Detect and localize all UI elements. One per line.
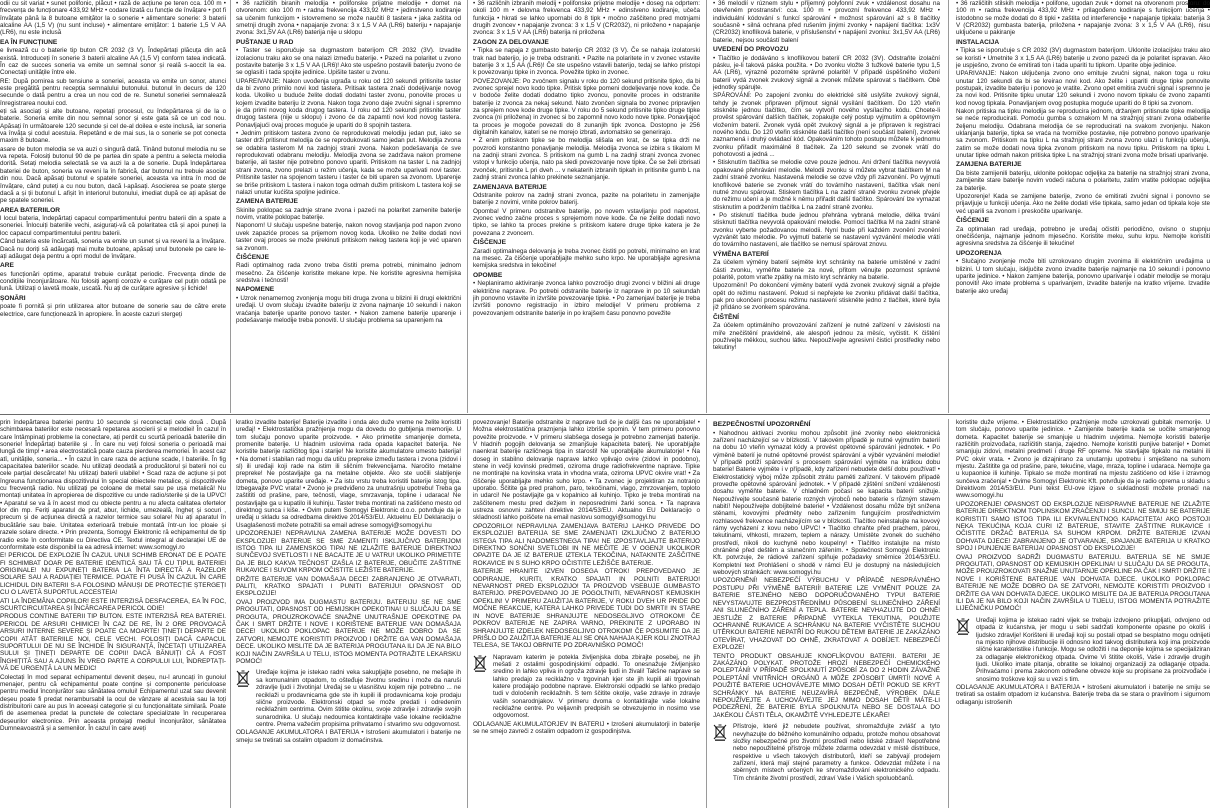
column-divider [706, 0, 707, 413]
recycling-text: Uređaji kojima je istekao radni vijek se trebaju izdvojeno prikupljati, odvojeno od otpada iz kućanstva, jer mogu u sebi sadržati komponente opasne po okoliš i ljudsko zdravlje! Korišteni ili uređaji koji su postali otpad se besplatno mogu odnijeti na mjesto njihove distribucije ili odnosno kod takvog distributera koji ima proizvode slične karakteristike i funkcije. Mogu se odložiti i na deponije kojima se specijaliziran za odlaganje elektroničkog otpada. Ovime Vi štitite okoliš, Vaše i zdravlje drugih ljudi. Ukoliko imate pitanja, obratite se lokalnoj organizaciji za odlaganje otpada. Prihvaćamo i prema zakonom određene obveze koje su propisane za proizvođače i snosimo troškove koji su u vezi s tim. [976, 616, 1210, 683]
section-heading: ZAMENA BATERIJE [236, 198, 298, 206]
paragraph: UPAREIVANJE: Nakon uvođenja ugrađa u roku od 120 sekundi pritisnite taster da bi zvono primilo novi kod tastera. Pritisak tastera znači dodeljivanje novog koda. Ukoliko u buduće želite dodati dodatni taster zvonu, ponovite proces u kojem izvadite bateriju iz zvona. Nakon toga zvono daje zvučni signal i spremno je da primi novog koda drugog tastera. U roku od 120 sekundi pritisnite taster drugog tastera (nije u sklopu) i zvono će da zapamti novi kod novog tastera. Ponavljajući ovaj proces moguće je upariti do 8 spojnih tastera. [236, 77, 461, 129]
warning-paragraph: DRŽITE BATERIJE VAN DOMAŠAJA DECE! ZABRANJENO JE OTVARATI, PALITI, KRATKO SPAJATI I PUNITI BATERIJU! OPASNOST OD EKSPLOZIJE! [236, 575, 461, 598]
paragraph: RE: După pornirea sub tensiune a soneriei, aceasta va emite un sonor, atunci este pregătită pentru recepția semnalului butonului. butonul în decurs de 120 secunde o dată pentru a crea un nou cod de re. Sunetul soneriei semnalează înregistrarea noului cod. [0, 77, 226, 107]
section-heading: ČIŠTĚNÍ [713, 313, 740, 321]
column-serbian-top [236, 0, 461, 413]
section-heading: INSTALACIJA [956, 38, 1000, 46]
column-serbian-bottom [236, 419, 461, 808]
warning-paragraph: OVAJ PROIZVOD IMA DUGMASTU BATERIJU. BATERIJU SE NE SME PROGUTATI, OPASNOST OD HEMIJSKIH OPEKOTINA! U SLUČAJU DA SE PROGUTA, PROUZROKOVAĆE SNAŽNE UNUTRAŠNJE OPEKOTINE PA ČAK I SMRT DRŽITE I NOVE I KORIŠTENE BATERIJE VAN DOMAŠAJA DECE! UKOLIKO POKLOPAC BATERIJE NE MOŽE DOBRO DA SE ZATVORI, NEMOJTE KORISTITI PROIZVOD I DRŽITE GA VAN DOMAŠAJA DECE. UKOLIKO MISLITE DA JE BATERIJA PROGUTANA ILI DA JE NA BILO KOJI NAČIN ZAVRŠILA U TELU, ISTOG MOMENTA POTRAŽITE LEKARSKU POMOĆ! [236, 598, 461, 666]
paragraph: • 36 različitih biranih melodija • polifonske prijatne melodije • domet na otvorenom: oko 100 m • radna frekvencija 433,92 MHz • jedinstveno kodiranje sa učenim funkcijom • istovremeno se može naučiti 8 tastera • jaka zaštita od smetnji drugih zvona • napajanje zvona: 3 x 1,5 V AA (LR6) bateriju • napajanje zvona: 3x1,5V AA (LR6) baterija nije u sklopu [236, 0, 461, 37]
paragraph: eți să asociați și alte butoane, repetați procesul, cu îndepărtarea și de la o baterie. Soneria emite din nou semnal sonor și este gata să ce un cod nou. Apăsați în următoarele 120 secunde și cel de-al doilea e este inclusă, iar soneria va învăța și codul acestuia. Repetând e de mai sus, la o sonerie se pot conecta maxim 8 butoane. [0, 108, 226, 145]
column-croatian-top [956, 0, 1210, 413]
bin-icon-wrap [236, 669, 250, 687]
column-czech-top [713, 0, 940, 413]
paragraph: UPARIVANJE: Nakon uključenja zvono ono emituje zvučni signal, nakon toga u roku unutar 120 sekundi da bi se kreirao novi kod. Ako želite i upariti druge tipke ponovite postupak, izvadite bateriju i ponovo je vratite. Zvono opet emitira zvučni signal i spremno je za novi kod. Pritisnite tipku unutar 120 sekundi i zvono novom tipkalu će zvono zapamti kod novog tipkala. Ponavljanjem ovog postupka moguće upariti do 8 tipki sa zvonom. [956, 70, 1210, 107]
column-slovenian-top [473, 0, 700, 413]
paragraph: • 36 različitih stilskih melodija • polifone, ugodan zvuk • domet na otvorenom prostoru: do 100 m • radna frekvencija 433,92 MHz • prilagođeno kodiranje s funkcijom učenja • istodobno se može dodati do 8 tipki • zaštita od interferencije • napajanje tipkala: baterija 3 V (CR2032) gumbasta baterija, priložena • napajanje zvona: 3 x 1,5 V AA (LR6), nisu uključene u pakiranje [956, 0, 1210, 37]
paragraph: • Taster se isporučuje sa dugmastom baterijom CR 2032 (3V). Izvadite izolacionu traku ako se ona nalazi između baterije. • Pazeći na polaritet u zvono postavite baterije 3 x 1,5 V AA (LR6)! Ako ste uspešno postavili bateriju zvono će se oglasiti i tada spojite jedinice. Upišite taster u zvonu. [236, 47, 461, 77]
manual-bottom-band [0, 419, 1210, 808]
paragraph: odii cu sit variat • sunet polifonic, plăcut • rază de acțiune pe teren cca. 100 m • frecvența de funcționare 433,92 MHz • codare lizată cu funcție de învățare • pot fi învățate până la 8 butoane emițător la o sonerie • alimentare sonerie: 3 baterii alcaline AA (1,5 V) (nu sunt incluse) • alimentare emițător: 1 baterie 1,5 V AA (LR6), nu este inclusă [0, 0, 226, 37]
warning-paragraph: UPOZORENJE! NEPRAVILNA ZAMENA BATERIJE MOŽE DOVESTI DO EKSPLOZIJE! BATERIJE SE SME ZAMENITI ISKLJUČIVO BATERIJOM ISTOG TIPA ILI ZAMENSKOG TIPA! NE IZLAŽITE BATERIJE DIREKTNOJ SUNČEVOJ SVETLOSTI I NE BACAJTE JE U VATRU! UKOLIKO PRIMETITE DA JE BILO KAKVA TEČNOST IZAŠLA IZ BATERIJE, OBUČITE ZAŠTITNE RUKAVICE I SUVOM KRPOM OČISTITE LEŽIŠTE BATERIJE. [236, 530, 461, 575]
paragraph: koristite duže vrijeme. • Elektrostatičko pražnjenje može uzrokovati gubitak memorije. U tom slučaju, ponovo uparite jedinice. • Zamijenite baterije kada se uočite smanjenog dometa. Kapacitet baterije se smanjuje u hladnim uvjetima. Nemojte koristiti baterije različitih proizvođača, različitih stanja, zajedno. Nemojte koristiti punjive baterije! • Domet smanjuju zidovi, metalni predmeti i druge RF opreme. Ne stavljajte tipkalo na metalni ili PVC okvir vrata. • Zvono je dizajnirano za unutarnju upotrebu i smješteno na suhom mjestu. Zaštitite ga od prašine, pare, tekućine, vlage, mraza, topline i udaraca. Nemojte ga u kupaonice ili kuhinje. Tipkalo se može montirati na mjestu zaštićeno od kiše i izravnog sunčeva zračenja! • Ovime Somogyi Elektronic Kft. potvrđuje da je radio oprema u skladu s Direktivom 2014/53/EU. Puni tekst EU-ove izjave o sukladnosti možete pronaći na www.somogyi.hu [956, 419, 1210, 500]
warning-paragraph: TENTO PRODUKT OBSAHUJE KNOFLÍKOVOU BATERII. BATERII JE ZAKÁZÁNO POLYKAT. PROTOŽE HROZÍ NEBEZPEČÍ CHEMICKÉHO POLEPTÁNÍ! V PŘÍPADĚ SPOLKNUTÍ ZPŮSOBÍ ZA DO 2 HODIN ZÁVAŽNÉ POLEPTÁNÍ VNITŘNÍCH ORGÁNŮ A MŮŽE ZPŮSOBIT ÚMRTÍ! NOVÉ A POUŽITÉ BATERIE UCHOVÁVEJTE MIMO DOSAH DĚTÍ! POKUD SE KRYT SCHRÁNKY NA BATERIE NEUZAVÍRÁ BEZPEČNĚ, VÝROBEK DÁLE NEPOUŽÍVEJTE A UCHOVÁVEJTE JEJ MIMO DOSAH DĚTÍ! MÁTE-LI PODEZŘENÍ, ŽE BATERIE BYLA SPOLKNUTA NEBO SE DOSTALA DO JAKÉKOLI ČÁSTI TĚLA, OKAMŽITĚ VYHLEDEJTE LÉKAŘE! [713, 652, 940, 719]
paragraph: • Nahodnou aktivaci zvonku mohou způsobit jiné zvonky nebo elektronická zařízení nacházející se v blízkosti. V takovém případě je nutné vyjmutím baterií na dobu 10 vteřin vymazat kódy a provést opětovné spárování jednotek. • Po výměně baterií je nutné opětovné provést spárování a výběr vyzvánění melodie! V případě potíží spárování s procesem spárování vyjměte na krátkou dobu baterie! Baterie vyjměte i v případě, kdy zařízení nebudete delší dobu používat! • Elektrostatický výboj může způsobit ztrátu paměti zařízení. V takovém případě proveďte opětovné spárování jednotek. • V případě zjištění snížení vzdálenosti dosahu vyměňte baterie. V chladném počasí se kapacita baterií snižuje. Nepoužívejte současně baterie rozných výrobců nebo baterie s různým stavem nabití! Nepoužívejte dobíjitelné baterie! • Vzdálenost dosahu může být snížena stěnami, kovovými předměty nebo zařízením fungujícím prostřednictvím rozhlasové frekvence nacházejícím se v blízkosti. Tlačítko neinstalujte na kovový rámy vycházení z kovu nebo UPVC! • Tlačítko chraňte před prachem, párou, tekutinami, vlhkostí, mrazem, teplem a nárazy. Umístěte zvonek do suchého prostředí, nikoli do kuchyně nebo koupelny! • Tlačítko instalujte na místo chráněné před deštěm a slunečním zářením. • Společnost Somogyi Elektronic Kft. potvrzuje, že rádiové zařízení splňuje požadavky směrnice 2014/53/EU. Kompletní text Prohlášení o shodě v rámci EU je dostupný na následujících webových stránkách: www.somogyi.hu [713, 429, 940, 577]
paragraph: Upozorenje! Kada se zamijene baterije, zvono će emitirati zvučni signal i ponovno se prijavljuje u funkciji učenja. Ako ne želite dodati više tipkala, samo jedan od tipkala koje ste već uparili sa zvonom i preskočite uparivanje. [956, 193, 1210, 215]
column-divider [467, 419, 468, 808]
paragraph: Skinite poklopac sa zadnje strane zvona i pazeći na polaritet zamenite baterije novim, vratite poklopac baterije. [236, 206, 461, 222]
crossed-bin-icon [713, 723, 727, 741]
paragraph: e livrează cu o baterie tip buton CR 2032 (3 V). Îndepărtați plăcuța din acă există. Introduceți în sonerie 3 baterii alcaline AA (1,5 V) conform tatea indicată. În caz de succes soneria va emite un semnal sonor și reală s-aoccit la ea. Conectați unitățile între ele. [0, 47, 226, 77]
recycling-notice [956, 617, 1210, 684]
bin-icon-wrap [956, 617, 970, 635]
warning-paragraph: PRODUS CONTINE BATERII TIP BUTON. ESTE INTERZISĂ REA BATERIEI. PERICOL DE ARSURI CHIMICE! ÎN CAZ DE RE, ÎN 2 ORE PROVOACĂ ARSURI INTERNE SEVERE ȘI POATE CA MOARTE! ȚINEȚI DEPARTE DE COPII ATÂT BATERIILE NOI, CELE VECHI. FOLOSIȚI DACĂ CAPACUL SUPORTULUI DE NU SE ÎNCHIDE ÎN SIGURANȚĂ, ÎNCETAȚI UTILIZAREA SULUI ȘI ȚINEȚI DEPARTE DE COPII! DACĂ BĂNUIȚI CĂ A FOST ÎNGHIȚITĂ SAU A AJUNS ÎN VREO PARTE A CORPULUI LUI, ÎNDREPTAȚI-VĂ DE URGENȚĂ LA UN MEDIC! [0, 613, 226, 673]
bin-icon-wrap [713, 723, 727, 741]
section-heading: VÝMĚNA BATERIÍ [713, 250, 769, 258]
section-heading: ČIŠČENJE [473, 239, 506, 247]
paragraph: ODLAGANJE AKUMULATORA I BATERIJA • Istrošeni akumulatori i baterije ne smeju se tretirati sa ostalim otpadom iz domaćinstva. [236, 729, 461, 744]
paragraph: • Neplaniramo aktiviranje zvonca lahko povzročijo drugi zvonci v bližini ali druge električne naprave. Po potrebi odstranite baterije iz naprave in po 10 sekundah jih ponovno vstavite in izvršite povezovanje tipke. • Po zamenjavi baterije je treba izvršiti ponovno registracijo in izbiro melodije! V primeru problema z povezovanjem odstranite baterije in po krajšem času ponovno povežite [473, 280, 700, 317]
recycling-text: Uređaje kojima je istekao radni veka sakupljajte posebno, ne mešajte ih sa komunalnim otpadom, to ošteđuje životnu sredinu i može da naruši zdravlje ljudi i životinja! Uređaj se u vlasništvu kojem nije potrebno ... ne reciklaži u prodavnicama gde ste ih kupili ili prodavnicama koje prodaju slične proizvode. Elektronski otpad se može predati i odredenim reciklažnim centrima. Ovim štitite okolinu, svoje zdravlje i zdravlje svojih sunarodnika. U slučaju nedoumica kontaktirajte vaše lokalne reciklažne centre. Prema važećim propisima prihvatamo i stvarimo svu odgovornost. [256, 669, 461, 728]
warning-paragraph: UPOZORENJE! OPASNOST OD EKSPLOZIJE NEISPRAVNE BATERIJE NE IZLAŽITE BATERIJE DIREKTNOM TOPLINSKOM ZRAČENJU I SUNCU. NE SMIJU SE BATERIJE KORISTITI SAMO ISTOG TIPA ILI EKVIVALENTNOG KAPACITETA! AKO POSTOJI NEKA TEKUĆINA KOJA CURI IZ BATERIJE, STAVITE ZAŠTITNE RUKAVICE I OČISTITE DRŽAČ BATERIJA SA SUHOM KRPOM. DRŽITE BATERIJE IZVAN DOHVATA DJECE! ZABRANJENO JE OTVARANJE, SPAJANJE BATERIJA U KRATKO SPOJ I PUNJENJE BATERIJA! OPASNOST OD EKSPLOZIJE! [956, 500, 1210, 553]
paragraph: Za účelem optimálního provozování zařízení je nutné zařízení v závislosti na míře znečištění pravidelně, ale alespoň jednou za měsíc, vyčistit. K čištění používejte měkkou, suchou látku. Nepoužívejte agresivní čisticí prostředky nebo tekutiny! [713, 322, 940, 352]
paragraph: ODLAGANJE AKUMULATORJEV IN BATERIJ • Izrošeni akumulatorji in baterije se ne smejo zavreči z ostalim odpadom iz gospodinjstva. [473, 720, 700, 736]
section-heading: UPOZORENJA [956, 249, 1002, 257]
column-romanian-bottom [0, 419, 226, 808]
paragraph: Când bateria este încărcată, soneria va emite un sunet și va reveni la a învățare. Dacă nu doriți să adăugați mai multe butoane, apăsați unul butonele pe care le-ați adăugat deja pentru a opri modul de învățare. [0, 238, 226, 260]
section-heading: ARE [0, 262, 14, 270]
warning-paragraph: ATI LA ÎNDEMÂNA COPIILOR! ESTE INTERZISĂ DESFACEREA, EA ÎN FOC, SCURTCIRCUITAREA ȘI ÎNCĂRCAREA PERICOL ODIE! [0, 597, 226, 613]
paragraph: • Uzrok nenamernog zvonjenja mogu biti druga zvona u blizini ili drugi električni uređaji. U ovom slučaju izvadite bateriju iz zvona najmanje 10 sekundi i nakon vraćanja baterije uparite ponovo taster. • Nakon zamene baterije uparenje i podešavanje melodije treba ponoviti. U slučaju problema sa uparenjem na [236, 295, 461, 325]
paragraph: kratko izvadite baterije! Baterije izvadite i onda ako duže vreme ne želite koristiti uređaj! • Elektrostatička pražnjenja mogu da dovedu do gubljenja memorije. U tom slučaju ponovo uparite proizvode. • Ako primetite smanjenje dometa, promenite baterije. U hladnim uslovima rada opada kapacitet baterija. Ne koristite baterije različitog tipa i starije! Ne koristite akumulatore umesto baterija! • Na domet i stabilan rad mogu da utiču prepreke između tastera i zvona (zidovi i sl) ili uređaji koji rade na istim ili sličnim frekvencijama. Naročito metalne prepreke! Ne postavljajte ga na metalne objekte. Ako ste uočili slabljenje dometa, ponovo uparite uređaje. • Za istu vrstu treba koristiti baterije istog tipa. Izbegavajte PVC vrata! • Zvono je predviđeno za unutrašnju upotrebu! Treba ga zaštititi od prašine, pare, tečnosti, vlage, smrzavanja, topline i udaraca! Ne postavljajte ga u kupatilo ili kuhinju. Taster treba montirati na zaštićeno mesto od direktnog sunca i kiše. • Ovim putem Somogyi Elektronic d.o.o. potvrđuje da je uređaj u skladu sa odredbama direktive 2014/53/EU. Aktuelnu EU Deklaraciju o Usaglašenosti možete potražiti sa email adrese somogyi@somogyi.hu [236, 419, 461, 529]
paragraph: es funcționări optime, aparatul trebuie curățat periodic. Frecvența dinde de condițiile înconjurătoare. Nu folosiți agenți coroziv e curățare cel puțin odată pe lună. Utilizați o lavetă moale, uscată. Nu ați de curățare agresive și lichide! [0, 270, 226, 293]
section-heading: OPOMBE [473, 271, 503, 279]
paragraph: Radi optimalnog rada zvono treba čistiti prema potrebi, minimalno jednom mesečno. Za čišćenje koristite mekane krpe. Ne koristite agresivna hemijska sredstva i tečnosti! [236, 262, 461, 285]
paragraph: Zaradi optimalnega delovanja je treba zvonec čistiti po potrebi, minimalno en krat na mesec. Za čiščenje uporabljajte mehko suho krpo. Ne uporabljajte agresivna kemijska sredstva in tekočine! [473, 247, 700, 270]
column-divider [948, 419, 949, 808]
paragraph: Naponom! U slučaju uspešne baterije, nakon novog stavljanja pod napon zvono uvek zapaziće proces sa prijemom novog koda. Ukoliko ne želite dodati novi taster ovaj proces se može prekinuti pritiskom nekog tastera koji je već uparen sa zvonom. [236, 222, 461, 252]
column-divider [230, 0, 231, 413]
section-heading: ZAGON ZA DELOVANJE [473, 38, 549, 46]
section-heading: ČIŠĆENJE [236, 253, 269, 261]
recycling-notice [236, 669, 461, 729]
paragraph: Upozornění! Po dokončení výměny baterií vydá zvonek zvukový signál a přejde opět do režimu nastavení. Pokud si nepřejete ke zvonku přidávat další tlačítka, pak pro ukončení procesu režimu nastavení stiskněte jedno z tlačítek, které byla již přidáno se zvonkem spárována. [713, 282, 940, 312]
paragraph: asare de buton melodia se va auzi o singură dată. Tinând butonul melodia nu se va repeta. Folosiți butonul 90 de pe partea din spate a pentru a selecta melodia dorită. Setați melodia selectată se va auzi la a de sonerie. După îndepărtarea bateriei de buton, soneria va reveni la în fabrică, dar butonul nu trebuie asociat din nou. Dacă apăsați butonul e spatele soneriei, aceasta va intra în mod de învățare, când puteți a cu nou buton, dacă l-apăsați. Asocierea se poate șterge dacă a și ții butonul L afișit în interiorul butonului, imediat după ce ați apăsat de pe spatele soneriei. [0, 145, 226, 205]
paragraph: POVEZOVANJE: Po zvočnem signalu v roku do 120 sekund pritisnite tipko, da bi zvonec sprejel novo kodo tipke. Pritisk tipke pomeni dodeljevanje nove kode. Če v bodoče želite dodati dodatno tipko zvoncu, ponovite proces in odstranite baterije iz zvonca za nekaj sekund. Nato zvončen signala bo zvonec pripravljen za sprejem nove kode druge tipke. V roku do 5 sekund pritisnite tipko druge tipke zvonca (ni priložena) in zvonec si bo zapomnil novo kodo nove tipke. Ponavljajoč ta proces je mogoče povezati do 8 zunanjih tipk zvonca. Dostopno je 256 digitalnih kanalov, kateri se ne morejo izbrati, avtomatsko se generirajo. [473, 77, 700, 137]
section-heading: PUŠTANJE U RAD [236, 38, 294, 46]
paragraph: • Po stisknutí tlačítka bude jednou přehrána vybraná melodie, délka trvání stisknutí tlačítka nevyvolá opakování melodie. Pomocí tlačítka M na zadní straně zvonku vyberte požadovanou melodii. Nyní bude při každém zvonění zvonění vyzvánět tato melodie. Po vyjmutí baterie se nastavení vyzvánění melodie vrátí do továrního nastavení, ale tlačítko se nemusí spárovat znovu. [713, 211, 940, 249]
crossed-bin-icon [236, 669, 250, 687]
section-heading: NAPOMENE [236, 286, 275, 294]
paragraph: poate fi pornită și prin utilizarea altor butoane de sonerie sau de către erete electrice, care funcționează în apropiere. În aceste cazuri stergeți [0, 303, 226, 318]
warning-paragraph: OPOZORILO! NEPRAVILNA ZAMENJAVA BATERIJ LAHKO PRIVEDE DO EKSPLOZIJE! BATERIJA SE SME ZAMENJATI IZKLJUČNO Z BATERIJO ISTEGA TIPA ALI NADOMESTNEGA TIPA! NE IZPOSTAVLJAJTE BATERIJO DIREKTNO SONČNI SVETLOBI IN NE MEČITE JE V OGENJ! UKOLIKOR OPAZITE DA JE IZ BATERIJE IZTEKLA TEKOČINA, NATAKNITE ZAŠČITNE ROKAVICE IN S SUHO KRPO OČISTITE LEŽIŠČE BATERIJE. [473, 522, 700, 567]
section-heading: AREA BATERIILOR [0, 206, 61, 214]
paragraph: • Stisknutím tlačítka se melodie ozve pouze jednou. Ani držení tlačítka nevyvolá opakované přehrávání melodie. Melodii zvonku si můžete vybrat tlačítkem M na zadní straně zvonku. Nastavená melodie se ozve vždy při zazvonění. Po vyjmutí knoflíkové baterie se zvonek vrátí do továrního nastavení, tlačítka však není nutné znovu spárovat. Stiskem tlačítka L na zadní straně zvonku zvonek přejde do režimu učení a je možné k němu přiřadit další tlačítko. Spárování lze vymazat stisknutím a podržením tlačítka L na zadní straně zvonku. [713, 159, 940, 211]
paragraph: • 36 melodií v rúznem stylu • příjemný polyfonní zvuk • vzdálenost dosahu na otevřeném prostranství: cca. 100 m • provozní frekvence 433,92 MHz • individuální kódování s funkcí spárování • možnost spárování až s 8 tlačítky současně • silná ochrana před rušením jinými zvonky • napájení tlačítka: 1x3V (CR2032) knoflíková baterie, v příslušenství • napájení zvonku: 3x1,5V AA (LR6) baterie, nejsou součástí balení [713, 0, 940, 44]
section-heading: ȘONĂRI [0, 294, 26, 302]
paragraph: povezovanje! Baterije odstranite iz naprave tudi če je daljši čas ne uporabljate! • Možna elektrostatična praznjenja lahko izbriše spomin. V tem primeru ponovno povežite proizvode. • V primeru slabšega dosega je potrebno zamenjati baterije. V hladnih pogojih delovanja se zmanjšuje kapaciteta baterij. Ne uporabljajte naenkrat baterije različnega tipa in starosti! Ne uporabljajte akumulatorje! • Na doseg in stabilno delovanje naprave lahko vplivajo ovire (zidovi in podobno), stene in večji kovinski predmeti, oziroma druge radiofrekventne naprave. Tipke ne montirajte na kovinska vrata in vhodna vrata, oziroma UPVC okvire vrat! • Za čiščenje uporabljajte mehko suho krpo. • Ta zvonec je projektiran za notranjo uporabo. Ščitite ga pred prahom, paro, tekočinami, vlago, zmrzovanjem, toploto in udarci! Ne postavljajte ga v kopalnico ali kuhinjo. Tipko je treba montirati na zaščitenem mestu pred dežjem in neposrednimi žarki sonca. • Ta naprava ustreza osnovni zahtevi direktive 2014/53/EU. Aktualno EU Deklaracijo o skladnosti lahko poiščete na email naslovu somogyi@somogyi.hu [473, 419, 700, 522]
paragraph: • 36 različnih izbranih melodij • polifonske prijetne melodije • doseg na odprtem: okoli 100 m • delovna frekvenca 433,92 MHz • edinstveno kodiranje, učeča funkcija • hkrati se lahko upornabi do 8 tipk • močno zaščiteno pred motnjami drugih zvoncev • napajanje zvonca: 3 x 1,5 V (CR2032), ni priloženo • napajanje zvonca: 3 x 1,5 V AA (LR6) baterija ni priložena [473, 0, 700, 37]
recycling-notice [473, 654, 700, 721]
paragraph: • Jednim pritiskom tastera zvono će reprodukovati melodiju jedan put, iako se taster drži pritisnut melodija će se reprodukovati samo jedan put. Melodija zvona se odabira tasterom M na zadnjoj strani zvona. Nakon podešavanja će sve reprodukovati odabranu melodiju. Melodija zvona se zadržava nakon promene baterije, ali taster nije potrebno ponovo upariti. Pritiskom na taster L na zadnjoj strani zvona, zvono prelazi u režim učenja, kada se može uparivati novi taster. Pritisnite taster na spojenom tasteru i taster će biti uparen sa zvonom. Uparenje se briše pritiskom L tastera i nakon toga odmah dužim pritiskom L tastera koji se nalazi unutar kućišta spoljne jedinice. [236, 130, 461, 196]
column-divider [230, 419, 231, 808]
paragraph: ODLAGANJE AKUMULATORA I BATERIJA • Istrošeni akumulatori i baterije ne smiju se tretirati sa ostalim otpadom iz kućanstva. Baterije treba da se stara o pravilnom i sigurnom odlaganju istrošenih [956, 683, 1210, 706]
paragraph: Da biste zamijenili bateriju, uklonite poklopac odjeljka za baterije na stražnjoj strani zvona, zamijenite stare baterije novim vodeći računa o polaritetu, zatim vratite poklopac odjeljka za baterije. [956, 170, 1210, 192]
fold-line [0, 414, 1210, 415]
crossed-bin-icon [473, 654, 487, 672]
warning-paragraph: BATERIJE HRANITE IZVEN DOSEGA OTROK! PREPOVEDANO JE ODPIRANJE, KURITI, KRATKO SPAJATI IN POLNITI BATERIJO! NEVARNOST PRED EKSPLOZIJO! TA PROIZVOD VSEBUJE GUMBASTO BATERIJO. PREPOVEDANO JO JE POGOLTNITI, NEVARNOST KEMIJSKIH OPEKLIN! V PRIMERU ZAUŽITJA BATERIJE, V ROKU DVEH UR PRIDE DO MOČNE REAKCIJE, KATERA LAHKO PRIVEDE TUDI DO SMRTI! IN STARE IN NOVE BATERIJE SHRANJUJTE NEDOSEGLJIVO OTROKOM! ČE POKROV BATERIJE NE ZAPIRA VARNO, PREKINITE Z UPORABO IN SHRANJUJTE IZDELEK NEDOSEGLJIVO OTROKOM! ČE POSUMITE DA JE PRIŠLO DO ZAUŽITJA BATERIJE ALI SE ONA NAHAJA KJER KOLI ZNOTRAJ TELESA, SE TAKOJ OBRNITE PO ZDRAVNIŠKO POMOČ! [473, 568, 700, 650]
paragraph: • Z enim pritiskom tipke se bo melodija slišala en krat, če se tipka drži ne povzroči konstantno ponavljanje melodija. Melodija zvonca se izbira s tikalom M na zadnji strani zvonca. S pritiskom na gumb L na zadnji strani zvonca zvonec vstopi v funkcijo učenja, nato pa sledi povezovanje nove tipke. Če se želi izbrisati zvonček, pritisnite L pri dveh ... v nekaterih izbranih tipkah in pritisnite gumb L na zadnji strani zvonca lahko prekinete seznanjanje. [473, 137, 700, 182]
column-czech-bottom [713, 419, 940, 808]
paragraph: l locul bateria, îndepărtați capacul compartimentului pentru baterii din a spate a soneriei. Înlocuiți bateriile vechi, asigurați-vă că polaritatea ctă și apoi puneți la loc capacul compartimentului pentru baterii. [0, 215, 226, 237]
paragraph: Colectați în mod separat echipamentul devenit deșeu, nu-l aruncați în gunoiul menajer, pentru că echipamentul poate conține și componente periculoase pentru mediul înconjurător sau sănătatea omului! Echipamentul uzat sau devenit deșeu poate fi predat nerambursabil la ocul de vânzare al acestuia sau la toți distribuitorii care au pus în aceeași categorie și cu funcționalitate similară. Poate fi de asemenea predat la punctele de colectare specializate în recuperarea deșeurilor electronice. Prin aceasta protejați mediul înconjurător, sănătatea Dumneavoastră și a semenilor. În cazul în care aveți [0, 673, 226, 733]
section-heading: EA ÎN FUNCȚIUNE [0, 38, 58, 46]
paragraph: Za optimalan rad uređaja, potrebno je uređaj očistiti periodično, ovisno o stupnju onečišćenja, najmanje jednom mjesečno. Koristite meku, suhu krpu. Nemojte koristiti agresivna sredstva za čišćenje ili tekućine! [956, 225, 1210, 248]
recycling-text: Přístroje, které již nebudete používat, shromažďujte zvlášť a tyto nevyhazujte do běžného komunálního odpadu, protože mohou obsahovat složky nebezpečné pro životní prostředí nebo lidské zdraví! Nepotřebné nebo nepoužitelné přístroje můžete zdarma odevzdat v místě distribuce, respektive u všech takových distributorů, kteří se zabývají prodejem zařízení, která mají stejné parametry a funkce. Odevzdat můžete i na sběrných místech určených ke shromažďování elektronického odpadu. Tím chráníte životní prostředí, zdraví Vaše i Vašich spoluobčanů. [733, 723, 940, 782]
paragraph: • Tipka se napaja z gumbasto baterijo CR 2032 (3 V). Če se nahaja izolatorski trak nad baterijo, jo je treba odstraniti. • Pazite na polaritete in v zvonec vstavite baterije 3 x 1,5 AA (LR6)! Če ste uspešno vstavili baterijo, tedaj se lahko pristopi k povezovanju tipke in zvonca. Povežite tipko in zvonec. [473, 47, 700, 77]
paragraph: Odstranite pokrov na zadnji strani zvonca, pazite na polaritetu in zamenjajte baterije z novimi, vrnite pokrov baterij. [473, 192, 700, 207]
column-divider [948, 0, 949, 413]
paragraph: • Tlačítko je dodáváno s knoflíkovou baterií CR 2032 (3V). Odstraňte izolační pásku, je-li taková páska použita. • Do zvonku vložte 3 tužkové baterie typu 1,5 AA (LR6), výrazně pozorněte správné polaritě! V případě úspěšného vložení baterií vydá zvonek zvukový signál a zvonek můžete spárovat s tlačítkem. Obě jednotky spárujte. [713, 54, 940, 92]
warning-paragraph: UPOZORNĚNÍ! NEBEZPEČÍ VÝBUCHU V PŘÍPADĚ NESPRÁVNÉHO POSTUPU PŘI VÝMĚNĚ BATERIÍ! BATERIE LZE VYMĚNIT POUZE ZA BATERIE STEJNÉHO NEBO DOPORUČOVANÉHO TYPU! BATERIE NEVYSTAVUJTE BEZPROSTŘEDNÍMU PŮSOBENÍ SLUNEČNÍHO ZÁŘENÍ ANI SLUNEČNÍHO ZÁŘENÍ A TEPLA. BATERIE NEVHAZUJTE DO OHNĚ! JESTLIŽE Z BATERIE PŘIPADNĚ VYTEKLA TEKUTINA, POUŽIJTE OCHRANNÉ RUKAVICE A SCHRÁNKU NA BATERIE VYČISTĚTE SUCHOU UTĚRKOU! BATERIE NEPATŘÍ DO RUKOU DĚTEM! BATERIE JE ZAKÁZÁNO OTEVÍRAT, VHAZOVAT DO OHNĚ, ZKRATOVAT A DOBÍJET. NEBEZPEČÍ EXPLOZE! [713, 577, 940, 652]
paragraph: SPÁROVÁNÍ: Po zapojení zvonku do elektrické sítě uslyšíte zvukový signál, tehdy je zvonek připraven přijmout signál vysílání tlačítkem. Do 120 vteřin stiskněte jednou tlačítko, čím se vytvoří nového vysílacího kódu. Chcete-li prověst spárování dalších tlačítek, zopakujte celý postup vyjmutím a opětovným vložením baterií. Zvonek vydá opět zvukový signál a je připraven k registraci nového kódu. Do 120 vteřin stiskněte další tlačítko (není součástí balení), zvonek zaznamená i druhý ovládací kód. Opakováním tohoto postupu můžete k jednomu zvonku přiřadit maximálně 8 tlačítek. Za 120 sekund se zvonek vrátí do pohotovosti a jedná ... [713, 92, 940, 159]
paragraph: Nakon pritiska na tipku melodija se reproducira jednom, držanjem pritisnute tipke melodija se neće reproducirati. Pomoću gumba s oznakom M na stražnjoj strani zvona odaberite željenu melodiju. Odabrana melodija će se reproducirati na svakom zvonjenju. Nakon uklanjanja baterije, tipka se vraća na tvorničke postavke, nije potrebno ponovo uparivanje sa zvonom. Pritiskom na tipku L na stražnjoj strani zvona zvono ulazi u funkciju učenja, zatim se može dodati nova tipka zvonom pritiskom na novu tipku. Pritiskom na tipku L unutar tipke odmah nakon pritiska tipke L na stražnjoj strani zvona može brisati uparivanje. [956, 108, 1210, 160]
section-heading: ČIŠĆENJE [956, 217, 989, 225]
crossed-bin-icon [956, 617, 970, 635]
column-slovenian-bottom [473, 419, 700, 808]
paragraph: Za účelem výměny baterií sejměte kryt schránky na baterie umístěné v zadní části zvonku, vyměňte baterie za nové, přitom věnujte pozornost správné polaritě, potom vraťte zpátky na místo kryt schránky na baterie. [713, 259, 940, 281]
paragraph: • Tipka se isporučuje s CR 2032 (3V) dugmastom baterijom. Uklonite izolacijsku traku ako se koristi • Umetnite 3 x 1,5 AA (LR6) baterije u zvono pazeći da je polaritet ispravan. Ako je uspješno, zvono će emitirati ton i tada upariti tu tipkom. Uparite obje jedinice. [956, 47, 1210, 69]
paragraph: prin îndepărtarea bateriei pentru 10 secunde și reconectați cele două . După schimbarea bateriilor este necesară repetarea asocierii și e melodiei! În cazul în care întâmpinați probleme la conectare, ați perdit cu scurtă perioadă bateriile din sonerie! Îndepărtați bateriile și . În care nu veți folosi soneria o perioadă mai lungă de timp! • area electrostatică poate cauza pierderea memoriei. În acest caz atî, unitățile, soneria... • În cazul în care raza de acțiune scade, l bateriile. În fig capacitatea bateriilor scade. Nu utilizați deodată a producătorul și baterii noi cu cele parțial descărcate! Nu utilizați baterii ulabile! • Scad raza de acțiune și pot îngreuna funcționarea dispozitivului în special obiectele metalice, și dispozitivele cu frecvență radio. Nu utilizați pe coloane de metal sau pe ușa metalică! Nu montați unitatea în apropierea de dispozitive cu unde radio/sterile și de la UPVC! • Aparatul se va ă în acest mod cu obiecte pentru a nu afecta calitatea ofertelor lor din mp. Feriți aparatul de praf, abur, lichide, umezeală, îngheț și socuri , precum și de acțiunea directă a razelor termice sau solare! Nu ați aparatul în bucătărie sau baie. Unitatea exterioară trebuie montată într-un loc ploaie și razele solare directe. • Prin prezenta, Somogyi Elektronic ră echipamentul de tip radio este în conformitate cu Directiva CE. Textul integral al declarației UE de conformitate este disponibil la ea adresă internet: www.somogyi.ro [0, 419, 226, 551]
column-divider [467, 0, 468, 413]
column-divider [706, 419, 707, 808]
warning-paragraph: E! PERICOL DE EXPLOZIE ÎN CAZUL UNUI SCHIMB ERONAT DE E POATE FI SCHIMBAT DOAR PE BATERIE IDENTICĂ SAU TĂ CU TIPUL BATERIEI ORIGINALE! NU EXPUNEȚI BATERIA LA ÎNTA DIRECTĂ A RAZELOR SOLARE SAU A RADIAȚIEI TERMICE. POATE FI PUSĂ ÎN CAZUL ÎN CARE LICHIDUL DIN BATERII S-A FOLOSIND MĂNUȘI DE PROTECȚIE ȘTERGEȚI CU O LAVETĂ SUPORTUL ACCESTEIA! [0, 552, 226, 597]
section-heading: UVEDENÍ DO PROVOZU [713, 46, 789, 54]
warning-paragraph: OVAJ PROIZVOD SADRŽI DUGMASTU BATERIJU. BATERIJA SE NE SMIJE PROGUTATI, OPASNOST OD KEMIJSKIH OPEKLINA! U SLUČAJU DA SE PROGUTA, MOŽE PROUZROKOVATI SNAŽNE UNUTARNJE OPEKLINE PA ČAK I SMRT! DRŽITE I NOVE I KORIŠTENE BATERIJE VAN DOHVATA DJECE. UKOLIKO POKLOPAC BATERIJE NE MOŽE DOBRO DA SE ZATVORI, NEMOJTE KORISTITI PROIZVOD I DRŽITE GA VAN DOHVATA DJECE. UKOLIKO MISLITE DA JE BATERIJA PROGUTANA ILI DA JE NA BILO KOJI NAČIN ZAVRŠILA U TIJELU, ISTOG MOMENTA POTRAŽITE LIJEČNIČKU POMOĆ! [956, 553, 1210, 613]
paragraph: • Slučajno zvonjenje može biti uzrokovano drugim zvonima ili električnim uređajima u blizini. U tom slučaju, isključite zvono izvadite baterije najmanje na 10 sekundi i ponovno uparite jedinice. • Nakon zamjene baterija, ponovno uparivanje i odabir melodije se moraju ponoviti! Ako imate problema s uparivanjem, izvadite baterije na kratko vrijeme. Izvadite baterije ako uređaj [956, 258, 1210, 295]
section-heading: ZAMJENA BATERIJE [956, 161, 1022, 169]
column-croatian-bottom [956, 419, 1210, 808]
recycling-text: Napravam katerim je potekla življenjska doba zbirajte posebej, ne jih mešati z ostalimi gospodinjskimi odpadki. To onesnažuje življenjsko sredino in lahko vpliva in ogroža zdravje ljudi in živali! Takšne naprave se lahko predajo za reciklažno v trgovinah kjer ste jih kupili ali trgovinah katere prodajajo podobne naprave. Elektronski odpadki se lahko predajo tudi v določenih reciklažnih. S tem ščitite okolje, vaše zdravje in zdravje vaših sonarodnjakov. V primeru dvoma o kontaktirajte vaše lokalne reciklažne centre. Po veljavnih predpisih se obvezujemo in nosimo vse odgovornost. [493, 653, 700, 720]
recycling-notice [713, 723, 940, 783]
section-heading: ZAMENJAVA BATERIJE [473, 183, 547, 191]
section-heading: BEZPEČNOSTNÍ UPOZORNĚNÍ [713, 421, 811, 428]
paragraph: Opomba! V primeru odstranitve baterije, po novem vstavljanju pod napetost, zvonec vedno začne proces s sprejemom nove kode. Če ne želite dodati novo tipko, se lahko ta proces prekine s pritiskom katere druge tipke katera je že povezana z zvoncem. [473, 207, 700, 237]
column-romanian-top [0, 0, 226, 413]
bin-icon-wrap [473, 654, 487, 672]
